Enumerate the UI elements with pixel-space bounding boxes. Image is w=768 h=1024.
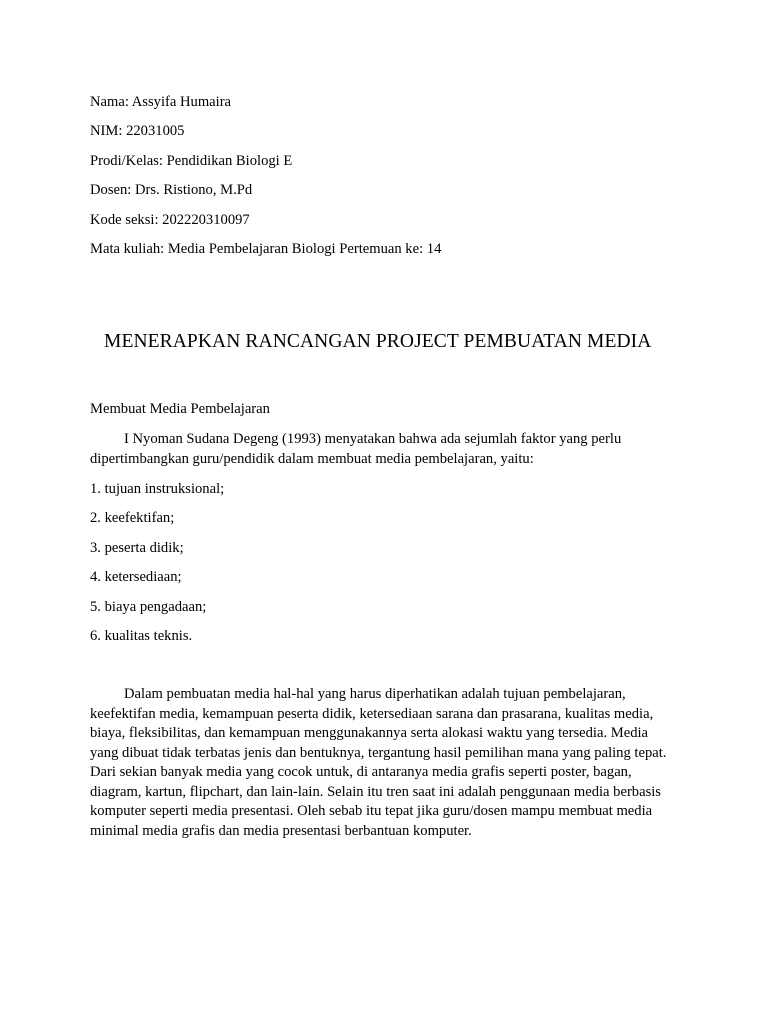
intro-paragraph: I Nyoman Sudana Degeng (1993) menyatakan bahwa ada sejumlah faktor yang perlu dipertimbangkan guru/pendidik dalam membuat media pembelajaran, yaitu:: [90, 431, 622, 467]
body-paragraph: Dalam pembuatan media hal-hal yang harus diperhatikan adalah tujuan pembelajaran, keefektifan media, kemampuan peserta didik, ketersediaan sarana dan prasarana, kualitas media, biaya, fleksibilitas, dan kemampuan menggunakannya serta alokasi waktu yang tersedia. Media yang dibuat tidak terbatas jenis dan bentuknya, tergantung hasil pemilihan mana yang paling tepat. Dari sekian banyak media yang cocok untuk, di antaranya media grafis seperti poster, bagan, diagram, kartun, flipchart, dan lain-lain. Selain itu tren saat ini adalah penggunaan media berbasis komputer seperti media presentasi. Oleh sebab itu tepat jika guru/dosen mampu membuat media minimal media grafis dan media presentasi berbantuan komputer.: [90, 686, 667, 839]
list-item: 1. tujuan instruksional;: [90, 481, 225, 497]
section-heading: Membuat Media Pembelajaran: [90, 401, 270, 417]
course-name: Mata kuliah: Media Pembelajaran Biologi Pertemuan ke: 14: [90, 241, 442, 257]
section-code: Kode seksi: 202220310097: [90, 212, 250, 228]
document-title: MENERAPKAN RANCANGAN PROJECT PEMBUATAN MEDIA: [104, 331, 652, 352]
list-item: 5. biaya pengadaan;: [90, 599, 207, 615]
list-item: 4. ketersediaan;: [90, 569, 182, 585]
lecturer: Dosen: Drs. Ristiono, M.Pd: [90, 182, 253, 198]
student-name: Nama: Assyifa Humaira: [90, 94, 232, 110]
list-item: 2. keefektifan;: [90, 510, 175, 526]
study-program: Prodi/Kelas: Pendidikan Biologi E: [90, 153, 293, 169]
list-item: 6. kualitas teknis.: [90, 628, 193, 644]
list-item: 3. peserta didik;: [90, 540, 184, 556]
student-nim: NIM: 22031005: [90, 123, 185, 139]
